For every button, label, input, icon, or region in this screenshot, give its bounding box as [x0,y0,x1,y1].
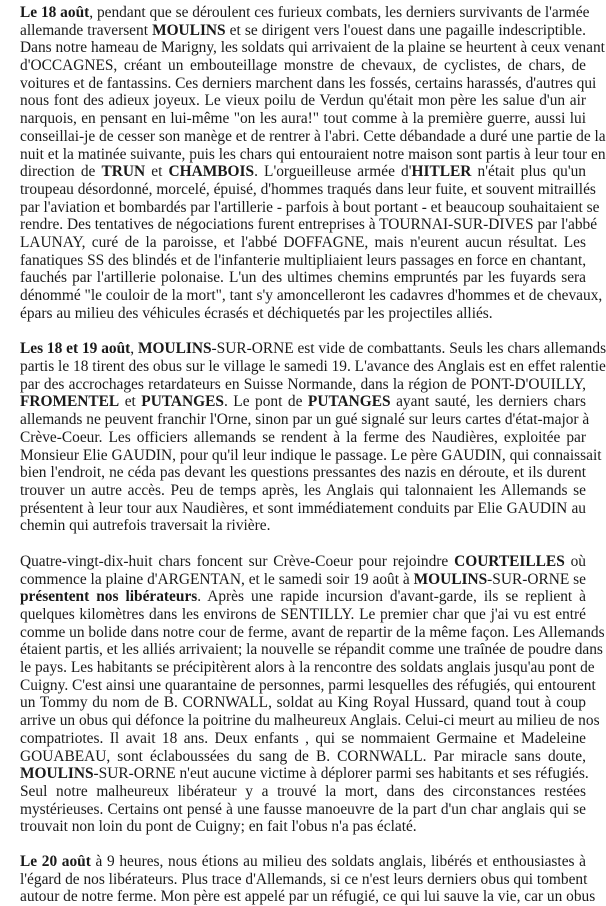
text-line: épars au milieu des véhicules écrasés et déchiquetés par les projectiles alliés. [20,304,493,322]
text-line: MOULINS-SUR-ORNE n'eut aucune victime à déplorer parmi ses habitants et ses réfugiés. [20,765,589,783]
text-line: GOUABEAU, sont éclaboussées du sang de B. CORNWALL. Par miracle sans doute, [20,747,586,765]
paragraph-18-aout [20,4,606,322]
text-line: nuit et la matinée suivante, puis les chars qui entouraient notre maison sont partis à leur tour en [20,145,606,163]
text-line: d'OCCAGNES, créant un embouteillage monstre de chevaux, de cyclistes, de chars, de [20,57,586,75]
text-line: compatriotes. Il avait 18 ans. Deux enfants , qui se nommaient Germaine et Madeleine [20,729,586,747]
paragraph-spacer [20,836,586,853]
text-line: Seul notre malheureux libérateur y a trouvé la mort, dans des circonstances restées [20,782,586,800]
text-line: narquois, en pensant en lui-même "on les aura!" tout comme à la première guerre, aussi lui [20,110,586,128]
paragraph-19-aout-liberation [20,552,605,836]
text-line: autour de notre ferme. Mon père est appelé par un réfugié, ce qui lui sauve la vie, car un obus [20,888,596,906]
text-line: trouver un autre accès. Peu de temps après, les Anglais qui talonnaient les Allemands se [20,481,586,499]
text-line: voitures et de fantassins. Ces derniers marchent dans les fossés, certains harassés, d'autres qui [20,74,597,92]
text-line: partis le 18 tirent des obus sur le village le samedi 19. L'avance des Anglais est en effet ralentie [20,358,606,376]
text-line: Les 18 et 19 août, MOULINS-SUR-ORNE est vide de combattants. Seuls les chars allemands [20,340,606,358]
text-line: présentent nos libérateurs. Après une rapide incursion d'avant-garde, ils se replient à [20,588,586,606]
text-line: par l'aviation et bombardés par l'artillerie - parfois à bout portant - et beaucoup souhaitaient se [20,198,600,216]
text-line: Crève-Coeur. Les officiers allemands se rendent à la ferme des Naudières, exploitée par [20,428,586,446]
text-line: fauchés par l'artillerie polonaise. L'un des ultimes chemins empruntés par les fuyards sera [20,269,586,287]
text-line: Le 20 août à 9 heures, nous étions au milieu des soldats anglais, libérés et enthousiastes à [20,852,586,870]
paragraph-20-aout [20,852,596,906]
text-line: FROMENTEL et PUTANGES. Le pont de PUTANGES ayant sauté, les derniers chars [20,393,586,411]
text-line: trouvait non loin du pont de Cuigny; en fait l'obus n'a pas éclaté. [20,818,417,836]
text-line: chemin qui autrefois traversait la rivière. [20,517,271,535]
text-line: l'égard de nos libérateurs. Plus trace d'Allemands, si ce n'est leurs derniers obus qui tombent [20,870,588,888]
text-line: bien l'endroit, ne céda pas devant les questions pressantes des nazis en déroute, et ils durent [20,464,586,482]
text-line: rendre. Des tentatives de négociations furent entreprises à TOURNAI-SUR-DIVES par l'abbé [20,216,598,234]
text-line: quelques kilomètres dans les environs de SENTILLY. Le premier char que j'ai vu est entré [20,606,586,623]
text-line: un Tommy du nom de B. CORNWALL, soldat au King Royal Hussard, quand tout à coup [20,694,586,712]
text-line: Quatre-vingt-dix-huit chars foncent sur Crève-Coeur pour rejoindre COURTEILLES où [20,552,587,570]
text-line: allemands ne peuvent franchir l'Orne, sinon par un gué signalé sur leurs cartes d'état-major à [20,411,590,429]
text-line: étaient partis, et les alliés arrivaient; la nouvelle se répandit comme une traînée de poudre dans [20,641,603,659]
text-line: Le 18 août, pendant que se déroulent ces furieux combats, les derniers survivants de l'armée [20,4,590,21]
text-line: commence la plaine d'ARGENTAN, et le samedi soir 19 août à MOULINS-SUR-ORNE se [20,570,586,588]
text-line: conseillai-je de cesser son manège et de rentrer à l'abri. Cette débandade a duré une partie de la [20,127,606,145]
text-line: fanatiques SS des blindés et de l'infanterie multipliaient leurs passages en force en chantant, [20,251,587,269]
text-line: par des accrochages retardateurs en Suisse Normande, dans la région de PONT-D'OUILLY, [20,375,586,393]
text-line: arrive un obus qui défonce la poitrine du malheureux Anglais. Celui-ci meurt au milieu de nos [20,712,600,730]
paragraph-spacer [20,322,586,340]
bold-date: Le 18 août [20,4,90,21]
text-line: Dans notre hameau de Marigny, les soldats qui arrivaient de la plaine se heurtent à ceux venant [20,39,605,57]
text-line: présentent à leur tour aux Naudières, et sont immédiatement conduits par Elie GAUDIN au [20,499,586,517]
text-line: dénommé "le couloir de la mort", tant s'y amoncelleront les cadavres d'hommes et de chevaux, [20,287,603,304]
text-line: nous font des adieux joyeux. Le vieux poilu de Verdun qu'était mon père les salue d'un air [20,92,586,110]
text-line: mystérieuses. Certains ont pensé à une fausse manoeuvre de la part d'un char anglais qui se [20,800,586,818]
text-line: LAUNAY, curé de la paroisse, et l'abbé DOFFAGNE, mais n'eurent aucun résultat. Les [20,233,586,251]
text-line: comme un bolide dans notre cour de ferme, avant de repartir de la même façon. Les Allemands [20,623,605,641]
text-line: direction de TRUN et CHAMBOIS. L'orgueilleuse armée d'HITLER n'était plus qu'un [20,163,586,181]
paragraph-18-19-aout [20,340,606,535]
text-line: le pays. Les habitants se précipitèrent alors à la rencontre des soldats anglais jusqu'au pont de [20,659,595,677]
text-line: Cuigny. C'est ainsi une quarantaine de personnes, parmi lesquelles des réfugiés, qui entourent [20,676,596,694]
text-line: allemande traversent MOULINS et se dirigent vers l'ouest dans une pagaille indescriptible. [20,21,586,39]
text-line: Monsieur Elie GAUDIN, pour qu'il leur indique le passage. Le père GAUDIN, qui connaissait [20,446,602,464]
text-line: troupeau désordonné, morcelé, épuisé, d'hommes traqués dans leur fuite, et souvent mitraillés [20,180,596,198]
paragraph-spacer [20,535,586,553]
